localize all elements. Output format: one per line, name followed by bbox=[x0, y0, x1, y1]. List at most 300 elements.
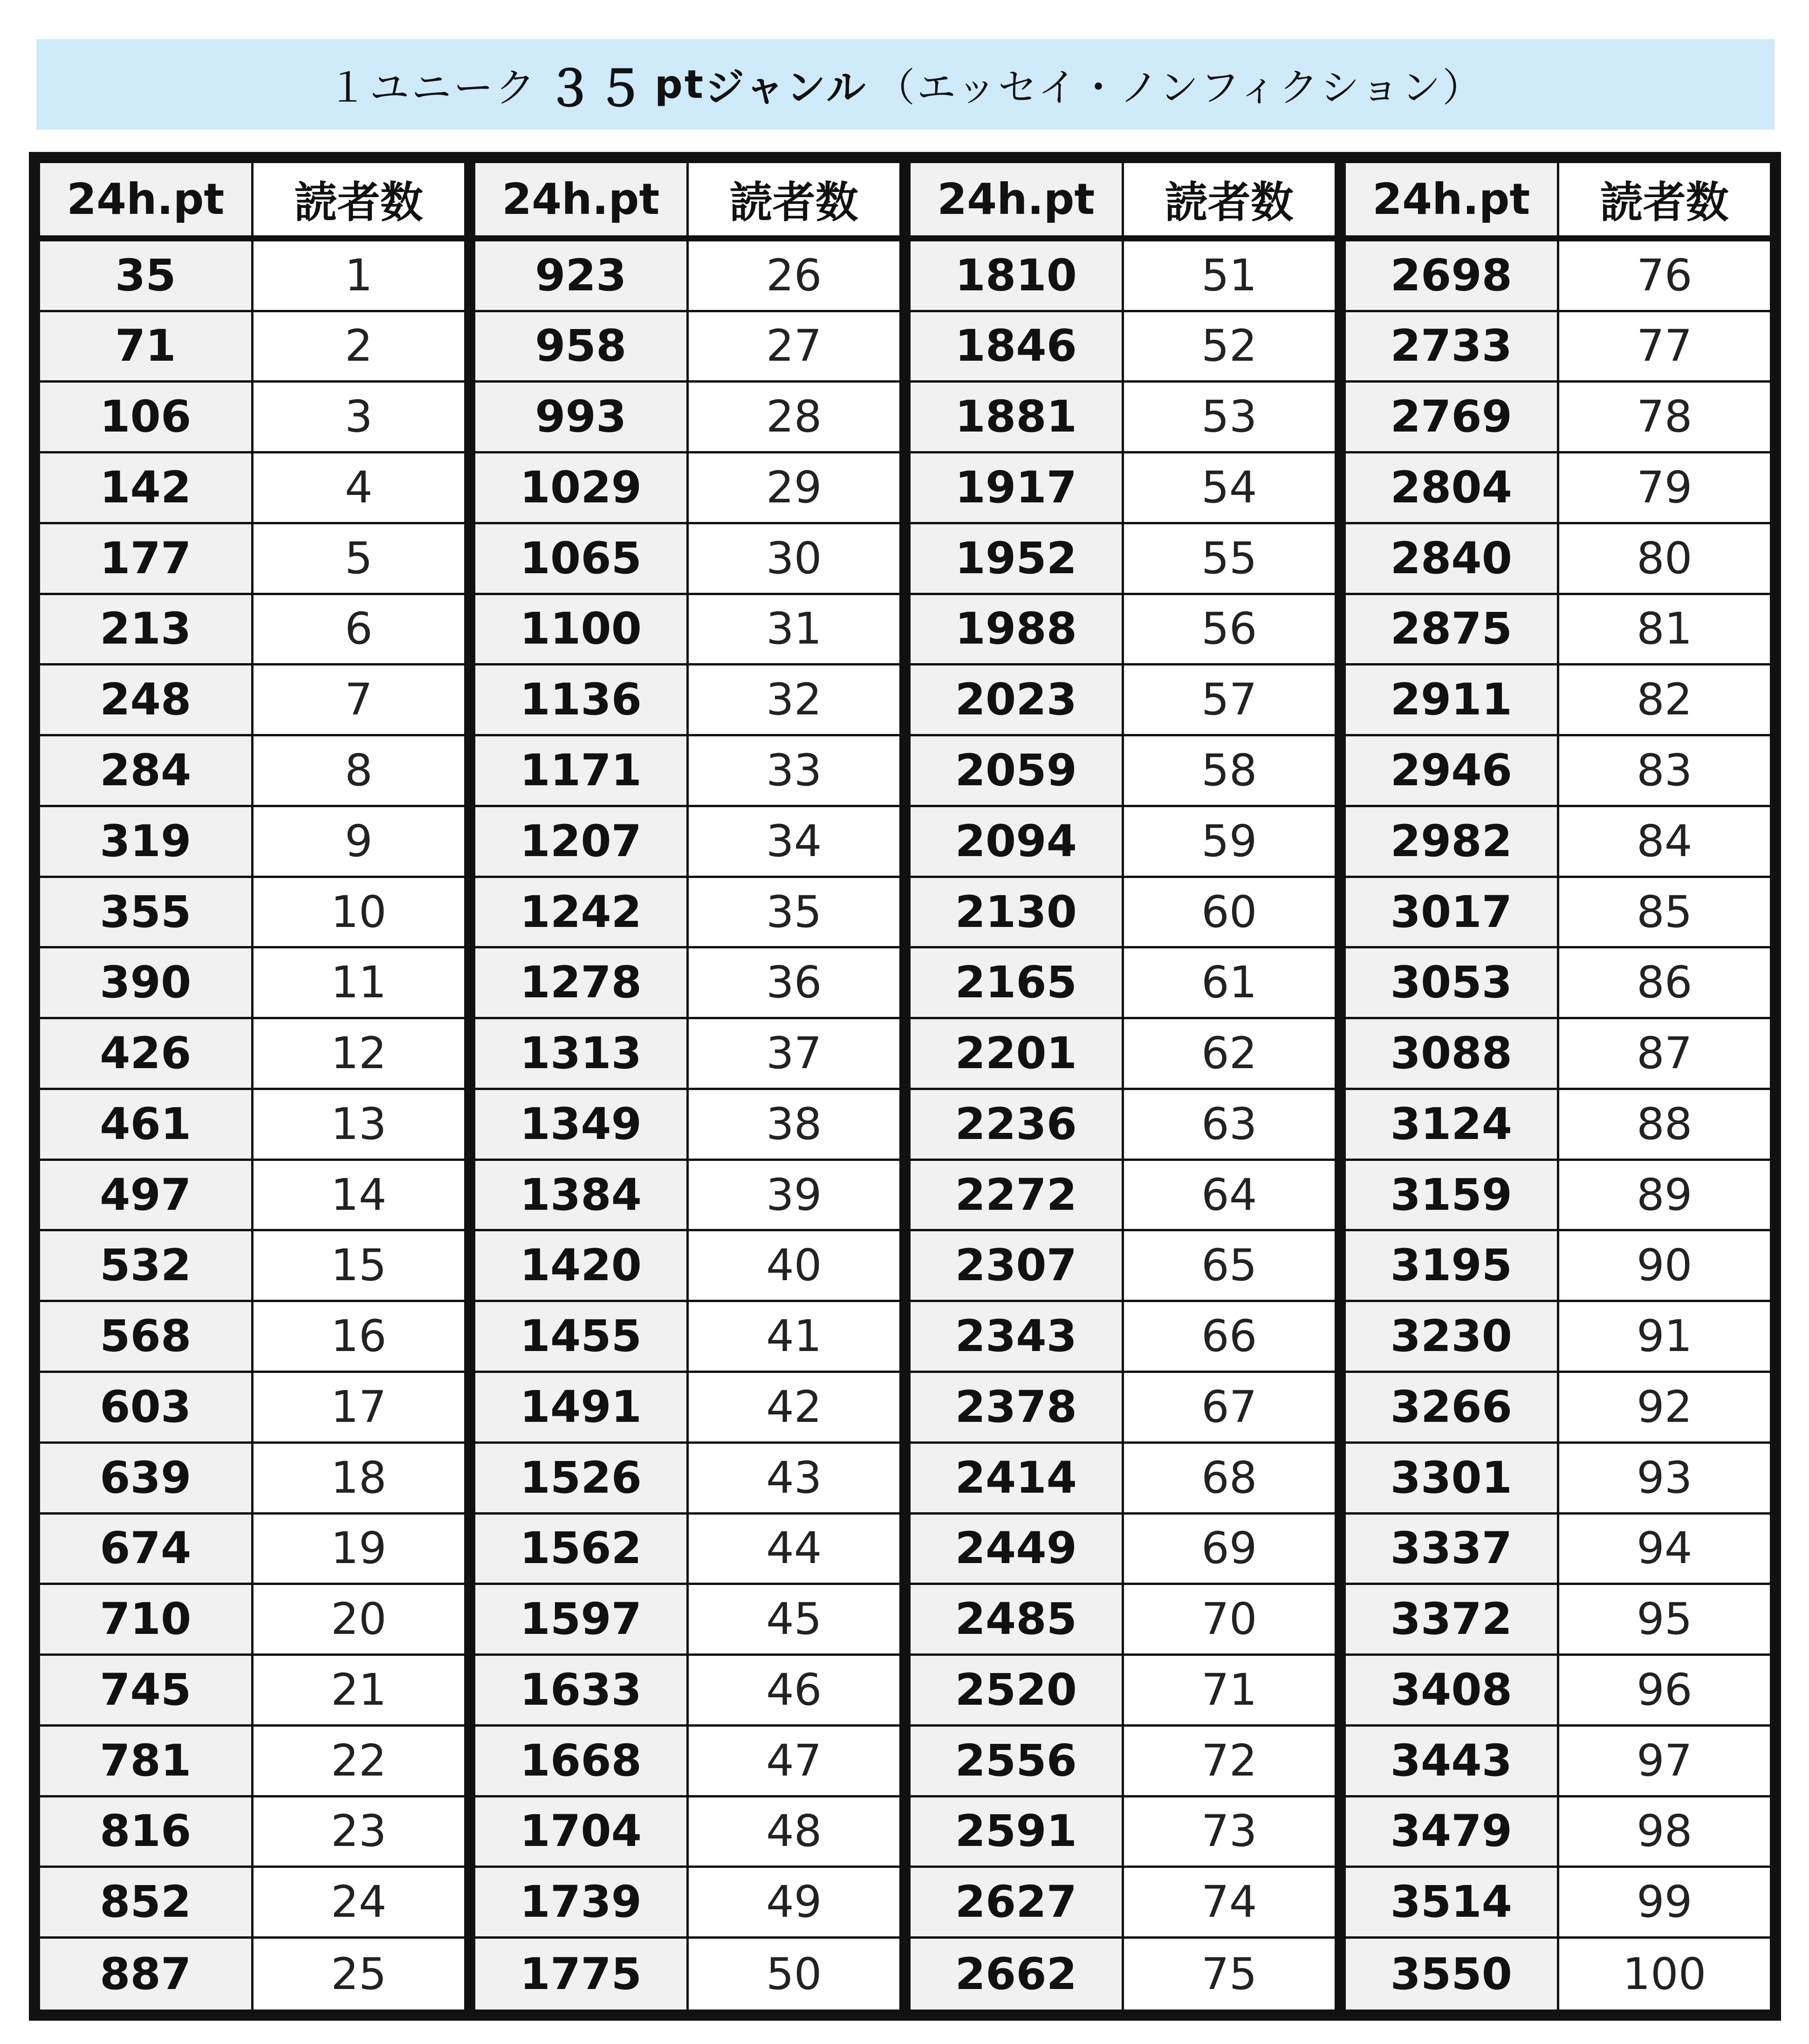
readers-cell: 22 bbox=[254, 1727, 465, 1797]
pt-cell: 1597 bbox=[475, 1585, 689, 1656]
table-row bbox=[911, 1302, 1335, 1373]
table-row bbox=[40, 241, 464, 312]
pt-cell: 3301 bbox=[1346, 1444, 1559, 1515]
pt-cell: 1810 bbox=[911, 241, 1124, 312]
readers-cell: 2 bbox=[254, 312, 465, 383]
readers-cell: 61 bbox=[1124, 948, 1335, 1019]
readers-cell: 82 bbox=[1559, 665, 1770, 736]
pt-cell: 1171 bbox=[475, 736, 689, 807]
pt-cell: 2840 bbox=[1346, 524, 1559, 595]
pt-cell: 1207 bbox=[475, 807, 689, 878]
readers-cell: 60 bbox=[1124, 878, 1335, 949]
table-row bbox=[40, 878, 464, 949]
pt-cell: 2556 bbox=[911, 1727, 1124, 1797]
table-row bbox=[40, 1302, 464, 1373]
readers-cell: 99 bbox=[1559, 1868, 1770, 1939]
table-row bbox=[40, 1161, 464, 1232]
readers-cell: 89 bbox=[1559, 1161, 1770, 1232]
table-row bbox=[40, 807, 464, 878]
table-row bbox=[475, 312, 899, 383]
table-row bbox=[1346, 1161, 1770, 1232]
table-row bbox=[40, 1939, 464, 2010]
pt-cell: 3443 bbox=[1346, 1727, 1559, 1797]
table-row bbox=[911, 1019, 1335, 1090]
table-row bbox=[911, 1515, 1335, 1585]
pt-cell: 1704 bbox=[475, 1797, 689, 1868]
readers-cell: 18 bbox=[254, 1444, 465, 1515]
table-row bbox=[40, 1585, 464, 1656]
pt-cell: 2236 bbox=[911, 1090, 1124, 1161]
pt-cell: 1562 bbox=[475, 1515, 689, 1585]
table-row bbox=[1346, 665, 1770, 736]
pt-cell: 142 bbox=[40, 453, 254, 524]
pt-cell: 568 bbox=[40, 1302, 254, 1373]
table-row bbox=[1346, 1656, 1770, 1727]
readers-cell: 85 bbox=[1559, 878, 1770, 949]
readers-cell: 87 bbox=[1559, 1019, 1770, 1090]
readers-cell: 44 bbox=[689, 1515, 900, 1585]
table-row bbox=[475, 1019, 899, 1090]
table-row bbox=[911, 1161, 1335, 1232]
table-row bbox=[1346, 807, 1770, 878]
readers-cell: 81 bbox=[1559, 595, 1770, 666]
pt-cell: 2769 bbox=[1346, 383, 1559, 453]
pt-cell: 2272 bbox=[911, 1161, 1124, 1232]
readers-cell: 78 bbox=[1559, 383, 1770, 453]
table-row bbox=[911, 524, 1335, 595]
table-row bbox=[40, 312, 464, 383]
readers-cell: 67 bbox=[1124, 1373, 1335, 1444]
pt-cell: 1242 bbox=[475, 878, 689, 949]
readers-cell: 79 bbox=[1559, 453, 1770, 524]
pt-cell: 1881 bbox=[911, 383, 1124, 453]
table-row bbox=[40, 736, 464, 807]
table-row bbox=[1346, 1585, 1770, 1656]
table-row bbox=[911, 383, 1335, 453]
header-readers: 読者数 bbox=[689, 163, 900, 238]
table-row bbox=[40, 665, 464, 736]
readers-cell: 39 bbox=[689, 1161, 900, 1232]
pt-cell: 3230 bbox=[1346, 1302, 1559, 1373]
readers-cell: 97 bbox=[1559, 1727, 1770, 1797]
readers-cell: 65 bbox=[1124, 1231, 1335, 1302]
readers-cell: 29 bbox=[689, 453, 900, 524]
readers-cell: 77 bbox=[1559, 312, 1770, 383]
pt-cell: 2804 bbox=[1346, 453, 1559, 524]
readers-cell: 43 bbox=[689, 1444, 900, 1515]
readers-cell: 59 bbox=[1124, 807, 1335, 878]
readers-cell: 64 bbox=[1124, 1161, 1335, 1232]
readers-cell: 91 bbox=[1559, 1302, 1770, 1373]
readers-cell: 48 bbox=[689, 1797, 900, 1868]
table-row bbox=[475, 1373, 899, 1444]
table-row bbox=[40, 1444, 464, 1515]
pt-cell: 603 bbox=[40, 1373, 254, 1444]
table-row bbox=[1346, 524, 1770, 595]
readers-cell: 41 bbox=[689, 1302, 900, 1373]
table-row bbox=[1346, 1515, 1770, 1585]
pt-cell: 2414 bbox=[911, 1444, 1124, 1515]
pt-cell: 248 bbox=[40, 665, 254, 736]
readers-cell: 32 bbox=[689, 665, 900, 736]
readers-cell: 74 bbox=[1124, 1868, 1335, 1939]
pt-cell: 1384 bbox=[475, 1161, 689, 1232]
table-row bbox=[911, 1797, 1335, 1868]
table-row bbox=[40, 383, 464, 453]
readers-cell: 27 bbox=[689, 312, 900, 383]
readers-cell: 3 bbox=[254, 383, 465, 453]
table-row bbox=[475, 1090, 899, 1161]
readers-cell: 72 bbox=[1124, 1727, 1335, 1797]
table-row bbox=[911, 1585, 1335, 1656]
page-title bbox=[36, 39, 1775, 130]
pt-cell: 3159 bbox=[1346, 1161, 1559, 1232]
readers-cell: 46 bbox=[689, 1656, 900, 1727]
pt-cell: 1988 bbox=[911, 595, 1124, 666]
pt-cell: 1775 bbox=[475, 1939, 689, 2010]
table-row bbox=[1346, 241, 1770, 312]
readers-cell: 90 bbox=[1559, 1231, 1770, 1302]
table-header-row bbox=[911, 163, 1335, 241]
table-row bbox=[40, 1797, 464, 1868]
pt-cell: 745 bbox=[40, 1656, 254, 1727]
readers-cell: 4 bbox=[254, 453, 465, 524]
table-row bbox=[911, 807, 1335, 878]
pt-cell: 1065 bbox=[475, 524, 689, 595]
table-row bbox=[475, 1868, 899, 1939]
title-prefix: １ユニーク bbox=[327, 65, 537, 111]
title-number: ３５ bbox=[545, 60, 646, 117]
readers-cell: 50 bbox=[689, 1939, 900, 2010]
table-header-row bbox=[1346, 163, 1770, 241]
readers-cell: 98 bbox=[1559, 1797, 1770, 1868]
table-row bbox=[1346, 878, 1770, 949]
table-row bbox=[911, 878, 1335, 949]
pt-cell: 2165 bbox=[911, 948, 1124, 1019]
table-row bbox=[1346, 1090, 1770, 1161]
readers-cell: 25 bbox=[254, 1939, 465, 2010]
pt-cell: 1313 bbox=[475, 1019, 689, 1090]
pt-cell: 3514 bbox=[1346, 1868, 1559, 1939]
table-row bbox=[911, 453, 1335, 524]
readers-cell: 58 bbox=[1124, 736, 1335, 807]
pt-cell: 1455 bbox=[475, 1302, 689, 1373]
readers-cell: 100 bbox=[1559, 1939, 1770, 2010]
table-row bbox=[1346, 1444, 1770, 1515]
pt-cell: 2982 bbox=[1346, 807, 1559, 878]
table-row bbox=[475, 878, 899, 949]
pt-cell: 2591 bbox=[911, 1797, 1124, 1868]
pt-cell: 177 bbox=[40, 524, 254, 595]
pt-cell: 2449 bbox=[911, 1515, 1124, 1585]
table-row bbox=[1346, 312, 1770, 383]
table-row bbox=[475, 1585, 899, 1656]
readers-cell: 93 bbox=[1559, 1444, 1770, 1515]
readers-cell: 1 bbox=[254, 241, 465, 312]
table-row bbox=[1346, 1019, 1770, 1090]
readers-cell: 28 bbox=[689, 383, 900, 453]
readers-cell: 34 bbox=[689, 807, 900, 878]
table-row bbox=[911, 1868, 1335, 1939]
table-row bbox=[911, 241, 1335, 312]
readers-cell: 23 bbox=[254, 1797, 465, 1868]
table-row bbox=[475, 807, 899, 878]
readers-cell: 40 bbox=[689, 1231, 900, 1302]
table-row bbox=[40, 1868, 464, 1939]
pt-cell: 958 bbox=[475, 312, 689, 383]
readers-cell: 53 bbox=[1124, 383, 1335, 453]
readers-cell: 26 bbox=[689, 241, 900, 312]
table-row bbox=[475, 383, 899, 453]
table-row bbox=[475, 1656, 899, 1727]
title-genre: ジャンル bbox=[705, 64, 868, 110]
pt-cell: 1952 bbox=[911, 524, 1124, 595]
readers-cell: 51 bbox=[1124, 241, 1335, 312]
readers-cell: 69 bbox=[1124, 1515, 1335, 1585]
pt-cell: 3053 bbox=[1346, 948, 1559, 1019]
pt-cell: 993 bbox=[475, 383, 689, 453]
readers-cell: 76 bbox=[1559, 241, 1770, 312]
readers-cell: 37 bbox=[689, 1019, 900, 1090]
pt-cell: 355 bbox=[40, 878, 254, 949]
readers-cell: 15 bbox=[254, 1231, 465, 1302]
readers-cell: 10 bbox=[254, 878, 465, 949]
pt-cell: 2627 bbox=[911, 1868, 1124, 1939]
readers-cell: 20 bbox=[254, 1585, 465, 1656]
header-readers: 読者数 bbox=[1559, 163, 1770, 238]
table-row bbox=[475, 1161, 899, 1232]
table-row bbox=[1346, 1302, 1770, 1373]
readers-cell: 88 bbox=[1559, 1090, 1770, 1161]
readers-cell: 11 bbox=[254, 948, 465, 1019]
readers-cell: 54 bbox=[1124, 453, 1335, 524]
pt-cell: 2201 bbox=[911, 1019, 1124, 1090]
readers-cell: 9 bbox=[254, 807, 465, 878]
pt-cell: 852 bbox=[40, 1868, 254, 1939]
readers-cell: 84 bbox=[1559, 807, 1770, 878]
table-row bbox=[475, 1797, 899, 1868]
table-row bbox=[1346, 383, 1770, 453]
readers-cell: 73 bbox=[1124, 1797, 1335, 1868]
table-row bbox=[475, 1302, 899, 1373]
readers-cell: 19 bbox=[254, 1515, 465, 1585]
pt-cell: 2378 bbox=[911, 1373, 1124, 1444]
table-row bbox=[475, 948, 899, 1019]
table-row bbox=[40, 1373, 464, 1444]
table-block-2 bbox=[475, 163, 899, 2010]
table-row bbox=[40, 595, 464, 666]
pt-cell: 532 bbox=[40, 1231, 254, 1302]
table-row bbox=[911, 1373, 1335, 1444]
readers-cell: 24 bbox=[254, 1868, 465, 1939]
readers-cell: 70 bbox=[1124, 1585, 1335, 1656]
pt-cell: 923 bbox=[475, 241, 689, 312]
pt-cell: 1917 bbox=[911, 453, 1124, 524]
readers-cell: 62 bbox=[1124, 1019, 1335, 1090]
table-row bbox=[475, 595, 899, 666]
title-subtitle: （エッセイ・ノンフィクション） bbox=[876, 64, 1484, 110]
table-row bbox=[475, 1727, 899, 1797]
pt-cell: 3372 bbox=[1346, 1585, 1559, 1656]
table-header-row bbox=[40, 163, 464, 241]
table-row bbox=[40, 1090, 464, 1161]
readers-cell: 47 bbox=[689, 1727, 900, 1797]
header-24h-pt: 24h.pt bbox=[1346, 163, 1559, 238]
table-row bbox=[475, 736, 899, 807]
pt-cell: 2733 bbox=[1346, 312, 1559, 383]
readers-cell: 68 bbox=[1124, 1444, 1335, 1515]
pt-cell: 213 bbox=[40, 595, 254, 666]
pt-cell: 3017 bbox=[1346, 878, 1559, 949]
pt-cell: 1278 bbox=[475, 948, 689, 1019]
pt-cell: 2698 bbox=[1346, 241, 1559, 312]
table-row bbox=[475, 1939, 899, 2010]
pt-cell: 35 bbox=[40, 241, 254, 312]
header-readers: 読者数 bbox=[1124, 163, 1335, 238]
table-row bbox=[911, 312, 1335, 383]
table-row bbox=[911, 736, 1335, 807]
pt-cell: 816 bbox=[40, 1797, 254, 1868]
table-row bbox=[475, 1515, 899, 1585]
table-row bbox=[40, 1019, 464, 1090]
pt-cell: 1491 bbox=[475, 1373, 689, 1444]
table-row bbox=[911, 1727, 1335, 1797]
pt-cell: 2130 bbox=[911, 878, 1124, 949]
pt-cell: 3266 bbox=[1346, 1373, 1559, 1444]
table-row bbox=[1346, 1797, 1770, 1868]
pt-cell: 426 bbox=[40, 1019, 254, 1090]
readers-cell: 12 bbox=[254, 1019, 465, 1090]
pt-cell: 2662 bbox=[911, 1939, 1124, 2010]
header-readers: 読者数 bbox=[254, 163, 465, 238]
table-row bbox=[1346, 453, 1770, 524]
pt-cell: 710 bbox=[40, 1585, 254, 1656]
readers-cell: 57 bbox=[1124, 665, 1335, 736]
pt-cell: 390 bbox=[40, 948, 254, 1019]
table-row bbox=[475, 524, 899, 595]
points-readers-table bbox=[29, 152, 1781, 2021]
table-row bbox=[1346, 1231, 1770, 1302]
pt-cell: 3337 bbox=[1346, 1515, 1559, 1585]
pt-cell: 2520 bbox=[911, 1656, 1124, 1727]
table-block-3 bbox=[911, 163, 1335, 2010]
table-row bbox=[40, 948, 464, 1019]
readers-cell: 63 bbox=[1124, 1090, 1335, 1161]
table-row bbox=[40, 524, 464, 595]
readers-cell: 16 bbox=[254, 1302, 465, 1373]
readers-cell: 71 bbox=[1124, 1656, 1335, 1727]
pt-cell: 319 bbox=[40, 807, 254, 878]
readers-cell: 75 bbox=[1124, 1939, 1335, 2010]
readers-cell: 96 bbox=[1559, 1656, 1770, 1727]
table-block-1 bbox=[40, 163, 464, 2010]
readers-cell: 36 bbox=[689, 948, 900, 1019]
pt-cell: 2875 bbox=[1346, 595, 1559, 666]
pt-cell: 3550 bbox=[1346, 1939, 1559, 2010]
pt-cell: 1526 bbox=[475, 1444, 689, 1515]
pt-cell: 639 bbox=[40, 1444, 254, 1515]
readers-cell: 42 bbox=[689, 1373, 900, 1444]
header-24h-pt: 24h.pt bbox=[40, 163, 254, 238]
pt-cell: 2023 bbox=[911, 665, 1124, 736]
table-row bbox=[911, 1656, 1335, 1727]
readers-cell: 30 bbox=[689, 524, 900, 595]
pt-cell: 1100 bbox=[475, 595, 689, 666]
pt-cell: 887 bbox=[40, 1939, 254, 2010]
table-row bbox=[1346, 595, 1770, 666]
table-row bbox=[1346, 736, 1770, 807]
pt-cell: 2059 bbox=[911, 736, 1124, 807]
readers-cell: 86 bbox=[1559, 948, 1770, 1019]
table-row bbox=[40, 1515, 464, 1585]
pt-cell: 3479 bbox=[1346, 1797, 1559, 1868]
pt-cell: 497 bbox=[40, 1161, 254, 1232]
pt-cell: 3088 bbox=[1346, 1019, 1559, 1090]
readers-cell: 80 bbox=[1559, 524, 1770, 595]
pt-cell: 2343 bbox=[911, 1302, 1124, 1373]
table-row bbox=[40, 1656, 464, 1727]
readers-cell: 38 bbox=[689, 1090, 900, 1161]
pt-cell: 1633 bbox=[475, 1656, 689, 1727]
table-row bbox=[911, 1090, 1335, 1161]
pt-cell: 2946 bbox=[1346, 736, 1559, 807]
readers-cell: 94 bbox=[1559, 1515, 1770, 1585]
pt-cell: 1668 bbox=[475, 1727, 689, 1797]
readers-cell: 6 bbox=[254, 595, 465, 666]
readers-cell: 56 bbox=[1124, 595, 1335, 666]
readers-cell: 31 bbox=[689, 595, 900, 666]
readers-cell: 8 bbox=[254, 736, 465, 807]
table-row bbox=[1346, 1727, 1770, 1797]
readers-cell: 7 bbox=[254, 665, 465, 736]
table-row bbox=[40, 1727, 464, 1797]
table-row bbox=[911, 1939, 1335, 2010]
pt-cell: 2094 bbox=[911, 807, 1124, 878]
pt-cell: 3124 bbox=[1346, 1090, 1559, 1161]
table-row bbox=[911, 1444, 1335, 1515]
pt-cell: 781 bbox=[40, 1727, 254, 1797]
table-row bbox=[475, 453, 899, 524]
pt-cell: 2485 bbox=[911, 1585, 1124, 1656]
readers-cell: 14 bbox=[254, 1161, 465, 1232]
readers-cell: 52 bbox=[1124, 312, 1335, 383]
table-row bbox=[1346, 1373, 1770, 1444]
pt-cell: 1846 bbox=[911, 312, 1124, 383]
table-row bbox=[911, 1231, 1335, 1302]
readers-cell: 92 bbox=[1559, 1373, 1770, 1444]
pt-cell: 1349 bbox=[475, 1090, 689, 1161]
readers-cell: 45 bbox=[689, 1585, 900, 1656]
title-unit: pt bbox=[654, 62, 706, 107]
table-row bbox=[475, 1231, 899, 1302]
pt-cell: 3195 bbox=[1346, 1231, 1559, 1302]
readers-cell: 33 bbox=[689, 736, 900, 807]
pt-cell: 2911 bbox=[1346, 665, 1559, 736]
readers-cell: 35 bbox=[689, 878, 900, 949]
table-row bbox=[40, 1231, 464, 1302]
pt-cell: 1136 bbox=[475, 665, 689, 736]
pt-cell: 2307 bbox=[911, 1231, 1124, 1302]
readers-cell: 55 bbox=[1124, 524, 1335, 595]
table-row bbox=[911, 665, 1335, 736]
pt-cell: 1739 bbox=[475, 1868, 689, 1939]
pt-cell: 674 bbox=[40, 1515, 254, 1585]
pt-cell: 284 bbox=[40, 736, 254, 807]
readers-cell: 17 bbox=[254, 1373, 465, 1444]
readers-cell: 95 bbox=[1559, 1585, 1770, 1656]
header-24h-pt: 24h.pt bbox=[911, 163, 1124, 238]
readers-cell: 13 bbox=[254, 1090, 465, 1161]
